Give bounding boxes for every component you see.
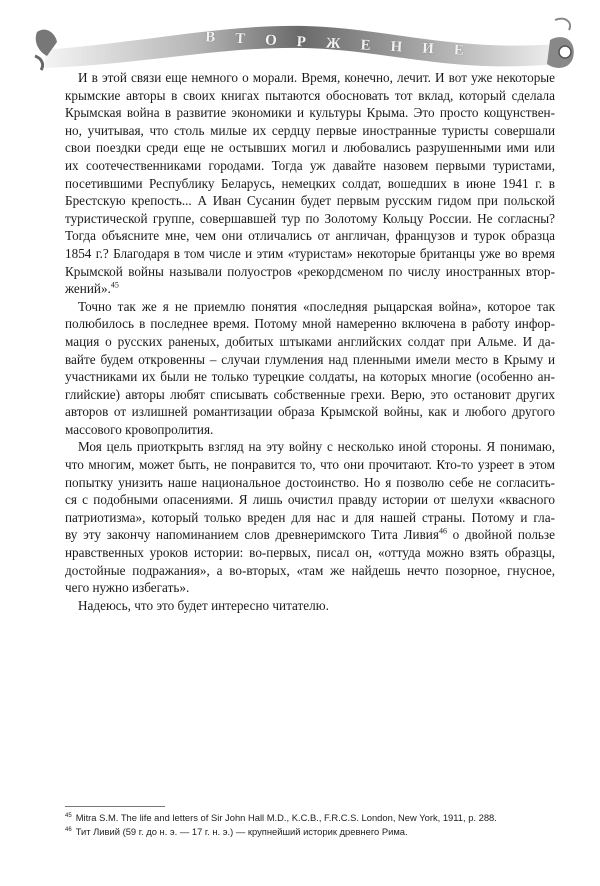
footnote-reference[interactable]: 46 [438, 527, 447, 537]
line-text: вайте будем откровенны – случаи глумления над пленными имели место в Крыму и [65, 351, 555, 367]
line-text: участниками их были не только турецкие солдаты, на которых многие (особенно ан- [65, 369, 555, 385]
line-text: глийские) авторы любят списывать собственные грехи. Верю, это остановит других [65, 386, 555, 402]
line-text: Крымская война в развитие экономики и культуры Крыма. Это просто кощунствен- [65, 105, 555, 121]
line-text: массового кровопролития. [65, 421, 214, 437]
text-line [65, 87, 555, 105]
line-text: мация о русских раненых, добитых штыками английских солдат при Альме. И да- [65, 333, 555, 349]
title-letter: И [421, 40, 436, 58]
line-text: Моя цель приоткрыть взгляд на эту войну с несколько иной стороны. Я понимаю, [78, 439, 555, 455]
footnotes [65, 810, 555, 838]
footnote-number: 46 [65, 827, 72, 834]
text-line [65, 456, 555, 474]
text-line [65, 509, 555, 527]
text-line [65, 386, 555, 404]
text-line [65, 438, 555, 456]
line-text: патриотизма», который только вреден для нас и для нашей страны. Потому и гла- [65, 509, 555, 525]
footnote [65, 810, 555, 824]
line-text: 1854 г.? Благодаря в том числе и этим «туристам» некоторые британцы уже во время [65, 245, 555, 261]
line-text: их соотечественниками городами. Тогда уж давайте назовем первыми туристами, [65, 157, 555, 173]
line-text: нравственных уроков истории: во-первых, писал он, «оттуда можно взять образцы, [65, 545, 555, 561]
text-line [65, 597, 555, 615]
footnote-number: 45 [65, 813, 72, 819]
line-text: Крымской войны называли полуостров «рекордсменом по числу иностранных втор- [65, 263, 555, 279]
text-line [65, 245, 555, 263]
text-line [65, 351, 555, 369]
text-line [65, 491, 555, 509]
text-line [65, 403, 555, 421]
line-text: И в этой связи еще немного о морали. Время, конечно, лечит. И вот уже некоторые [78, 70, 555, 85]
line-text: туристической группе, совершавшей тур по Золотому Кольцу России. Не согласны? [65, 210, 555, 226]
title-letter: Е [360, 37, 373, 54]
text-line [65, 157, 555, 175]
paragraph [65, 69, 555, 298]
line-text: чего нужно избегать». [65, 580, 190, 596]
text-line [65, 104, 555, 122]
line-text: достойные подражания», а во-вторых, «там же найдешь нечто позорное, гнусное, [65, 562, 555, 578]
line-text: свои поездки среди еще не остывших могил и любовались разрушенными ими или [65, 140, 555, 156]
paragraph [65, 298, 555, 439]
line-text: ся с подобными опасениями. Я лишь очистил правду истории от шелухи «квасного [65, 492, 555, 508]
line-text: авторов от излишней романтизации образа Крымской войны, как и любого другого [65, 404, 555, 420]
line-text: полюбилось в последнее время. Потому мной намеренно включена в работу инфор- [65, 316, 555, 332]
footnote-divider [65, 806, 165, 807]
line-text: посетившими Республику Беларусь, немецких солдат, вошедших в июне 1941 г. в [65, 175, 555, 191]
text-line [65, 139, 555, 157]
text-line [65, 333, 555, 351]
title-letter: Р [296, 34, 308, 51]
line-text: Точно так же я не приемлю понятия «последняя рыцарская война», которое так [78, 298, 555, 314]
main-text [65, 69, 555, 614]
text-line [65, 298, 555, 316]
text-line [65, 175, 555, 193]
paragraph [65, 438, 555, 596]
text-line [65, 421, 555, 439]
text-line [65, 474, 555, 492]
text-line [65, 69, 555, 87]
title-letter: Н [390, 38, 404, 56]
paragraph [65, 597, 555, 615]
text-line [65, 315, 555, 333]
line-text: Надеюсь, что это будет интересно читателю. [78, 597, 329, 613]
text-line [65, 263, 555, 281]
title-letter: Ж [325, 35, 343, 53]
title-letter: В [204, 29, 217, 46]
line-text: Тогда объясните мне, чем они отличались от англичан, французов и турок образца [65, 228, 555, 244]
line-text: Брестскую крепость... А Иван Сусанин будет первым русским гидом при польской [65, 193, 555, 209]
text-line [65, 227, 555, 245]
text-line [65, 280, 555, 298]
footnote-reference[interactable]: 45 [110, 280, 119, 290]
text-line [65, 526, 555, 544]
footnote-text: Тит Ливий (59 г. до н. э. — 17 г. н. э.) — крупнейший историк древнего Рима. [75, 826, 408, 838]
footnote [65, 824, 555, 838]
title-letter: Е [453, 42, 466, 59]
text-line [65, 192, 555, 210]
title-letter: О [264, 32, 279, 49]
text-line [65, 368, 555, 386]
line-text: жений». [65, 281, 111, 297]
text-line [65, 122, 555, 140]
line-text: о двойной пользе [446, 527, 555, 543]
line-text: но, учитывая, что столь милые их сердцу первые иностранные туристы совершали [65, 122, 555, 138]
title-letter: Т [234, 30, 247, 48]
line-text: что многим, может быть, не понравится то, что они прочитают. Кто-то узреет в этом [65, 457, 555, 473]
text-line [65, 544, 555, 562]
text-line [65, 562, 555, 580]
line-text: попытку унизить наше национальное достоинство. Но я позволю себе не согласить- [65, 474, 555, 490]
line-text: ву эту закончу напоминанием слов древнеримского Тита Ливия [65, 527, 439, 543]
line-text: крымские авторы в своих книгах пытаются обосновать тот вклад, который сделала [65, 87, 555, 103]
text-line [65, 579, 555, 597]
text-line [65, 210, 555, 228]
footnote-text: Mitra S.M. The life and letters of Sir John Hall M.D., K.C.B., F.R.C.S. London, New York, 1911, p. 288. [75, 812, 497, 824]
